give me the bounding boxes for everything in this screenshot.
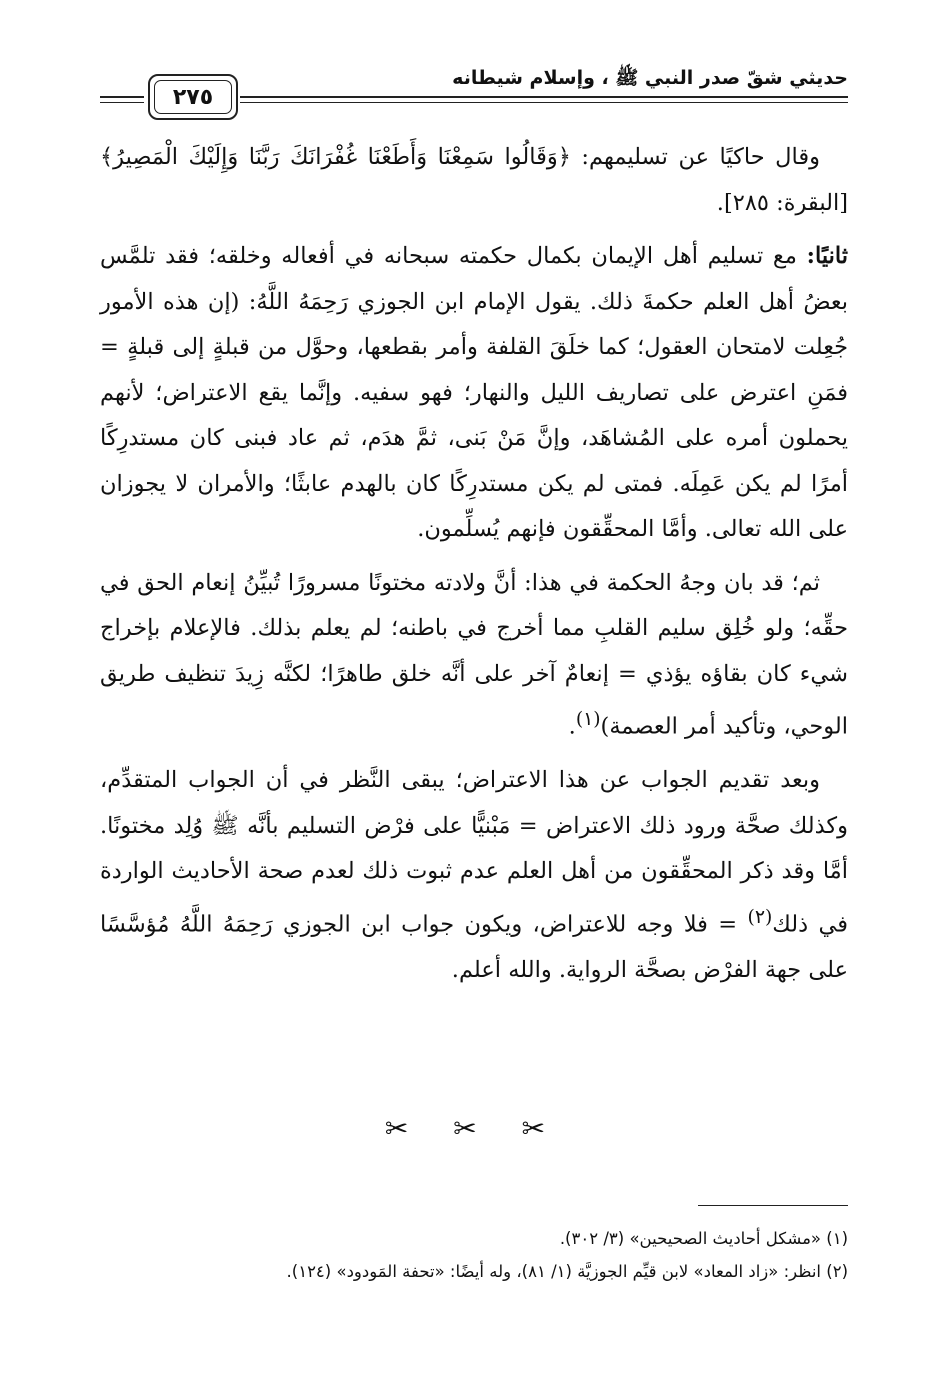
running-title: حديثي شقّ صدر النبي ﷺ ، وإسلام شيطانه [452,67,848,89]
page-number-frame [148,74,238,120]
paragraph-3-text: ثم؛ قد بان وجهُ الحكمة في هذا: أنَّ ولادته مختونًا مسرورًا تُبيِّنُ إنعام الحق في حقِّه؛ ولو خُلِق سليم القلبِ مما أخرج في باطنه؛ لم يعلم بذلك. فالإعلام بإخراج شيء كان بقاؤه يؤذي = إنعامٌ آخر على أنَّه خلق طاهرًا؛ لكنَّه زِيدَ تنظيف طريق الوحي، وتأكيد أمر العصمة) [100,569,848,740]
header-rule-right-thin [240,102,848,103]
footnotes [100,1222,848,1288]
footnote-2: (٢) انظر: «زاد المعاد» لابن قيِّم الجوزيَّة (١/ ٨١)، وله أيضًا: «تحفة المَودود» (١٢٤). [286,1262,848,1281]
paragraph-3-end: . [568,713,576,740]
paragraph-1: وقال حاكيًا عن تسليمهم: ﴿وَقَالُوا سَمِعْنَا وَأَطَعْنَا غُفْرَانَكَ رَبَّنَا وَإِلَيْكَ الْمَصِيرُ﴾ [البقرة: ٢٨٥]. [100,144,848,216]
footnote-separator [698,1205,848,1206]
page-number: ٢٧٥ [154,80,232,114]
paragraph-2-text: مع تسليم أهل الإيمان بكمال حكمته سبحانه في أفعاله وخلقه؛ فقد تلمَّس بعضُ أهل العلم حكمةَ ذلك. يقول الإمام ابن الجوزي رَحِمَهُ اللَّهُ: (إن هذه الأمور جُعِلت لامتحان العقول؛ كما خلَقَ القلفة وأمر بقطعها، وحوَّل من قبلةٍ إلى قبلةٍ = فمَنِ اعترض على تصاريف الليل والنهار؛ فهو سفيه. وإنَّما يقع الاعتراض؛ لأنهم يحملون أمره على المُشاهَد، وإنَّ مَنْ بَنى، ثمَّ هدَم، ثم عاد فبنى كان مستدرِكًا أمرًا لم يكن عَمِلَه. فمتى لم يكن مستدرِكًا كان بالهدم عابثًا؛ والأمران لا يجوزان على الله تعالى. وأمَّا المحقِّقون فإنهم يُسلِّمون. [100,243,848,542]
footnote-1: (١) «مشكل أحاديث الصحيحين» (٣/ ٣٠٢). [559,1229,848,1248]
paragraph-4-text-a: وبعد تقديم الجواب عن هذا الاعتراض؛ يبقى النَّظر في أن الجواب المتقدِّم، وكذلك صحَّة ورود ذلك الاعتراض = مَبْنيًّا على فرْض التسليم بأنَّه ﷺ وُلِد مختونًا. أمَّا وقد ذكر المحقِّقون من أهل العلم عدم ثبوت ذلك لعدم صحة الأحاديث الواردة في ذلك [100,767,848,937]
footnote-ref-1: (١) [575,709,601,730]
page-header [100,60,848,120]
paragraph-4 [100,758,848,993]
paragraph-2-lead: ثانيًا: [806,243,848,269]
header-rule-left-thin [100,102,144,103]
paragraph-4-text-b: = فلا وجه للاعتراض، ويكون جواب ابن الجوزي رَحِمَهُ اللَّهُ مُؤسَّسًا على جهة الفرْض بصحَّة الرواية. والله أعلم. [100,911,848,983]
paragraph-2 [100,234,848,553]
header-rule-left [100,96,144,98]
body-text [100,135,848,1001]
section-ornament: ✂ ✂ ✂ [384,1112,564,1145]
header-rule-right [240,96,848,98]
paragraph-3 [100,561,848,751]
footnote-ref-2: (٢) [747,906,773,928]
